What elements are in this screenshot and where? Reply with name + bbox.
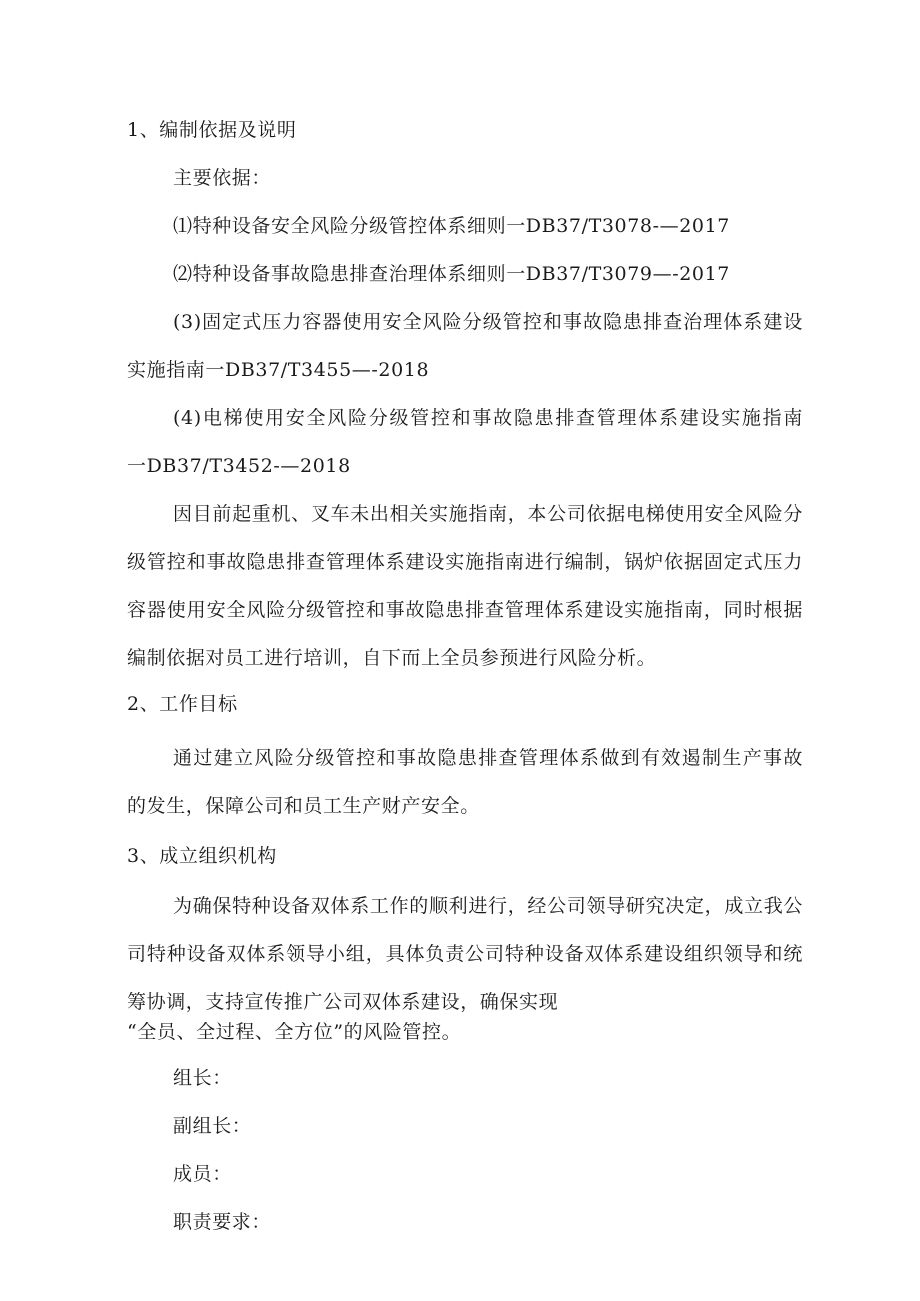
- basis-item-4-line-2: 一DB37/T3452-—2018: [127, 455, 351, 477]
- goals-paragraph-line-1: 通过建立风险分级管控和事故隐患排查管理体系做到有效遏制生产事故: [173, 747, 803, 769]
- role-members: 成员：: [173, 1163, 232, 1185]
- role-leader: 组长：: [173, 1067, 232, 1089]
- section-heading-organization: 3、成立组织机构: [127, 845, 277, 867]
- organization-paragraph-line-1: 为确保特种设备双体系工作的顺利进行，经公司领导研究决定，成立我公: [173, 895, 803, 917]
- organization-paragraph-line-3: 筹协调，支持宣传推广公司双体系建设，确保实现: [127, 991, 559, 1013]
- basis-paragraph-line-2: 级管控和事故隐患排查管理体系建设实施指南进行编制，锅炉依据固定式压力: [127, 551, 803, 573]
- goals-paragraph-line-2: 的发生，保障公司和员工生产财产安全。: [127, 795, 480, 817]
- basis-item-3-line-1: (3)固定式压力容器使用安全风险分级管控和事故隐患排查治理体系建设: [173, 311, 803, 333]
- basis-item-1: ⑴特种设备安全风险分级管控体系细则一DB37/T3078-—2017: [173, 215, 730, 237]
- basis-item-2: ⑵特种设备事故隐患排查治理体系细则一DB37/T3079—-2017: [173, 263, 730, 285]
- role-deputy-leader: 副组长：: [173, 1115, 252, 1137]
- organization-paragraph-line-4: “全员、全过程、全方位”的风险管控。: [127, 1021, 462, 1043]
- basis-item-4-line-1: (4)电梯使用安全风险分级管控和事故隐患排查管理体系建设实施指南: [173, 407, 803, 429]
- basis-paragraph-line-4: 编制依据对员工进行培训，自下而上全员参预进行风险分析。: [127, 647, 657, 669]
- basis-item-3-line-2: 实施指南一DB37/T3455—-2018: [127, 359, 430, 381]
- basis-label: 主要依据：: [173, 167, 272, 189]
- organization-paragraph-line-2: 司特种设备双体系领导小组，具体负责公司特种设备双体系建设组织领导和统: [127, 943, 803, 965]
- basis-paragraph-line-3: 容器使用安全风险分级管控和事故隐患排查管理体系建设实施指南，同时根据: [127, 599, 803, 621]
- role-duties: 职责要求：: [173, 1211, 272, 1233]
- basis-paragraph-line-1: 因目前起重机、叉车未出相关实施指南，本公司依据电梯使用安全风险分: [173, 503, 803, 525]
- section-heading-basis: 1、编制依据及说明: [127, 119, 297, 141]
- section-heading-goals: 2、工作目标: [127, 693, 238, 715]
